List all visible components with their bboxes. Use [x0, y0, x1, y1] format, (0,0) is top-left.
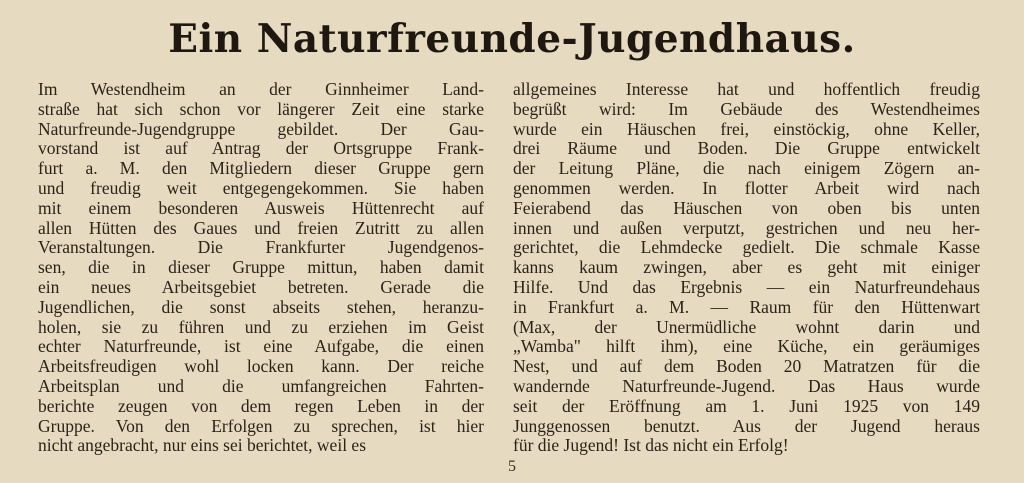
text-line: allen Hütten des Gaues und freien Zutritt zu allen	[38, 218, 484, 238]
text-line: drei Räume und Boden. Die Gruppe entwickelt	[513, 139, 980, 159]
text-line: gerichtet, die Lehmdecke gedielt. Die schmale Kasse	[513, 238, 980, 258]
left-text-column	[38, 80, 484, 456]
text-line: vorstand ist auf Antrag der Ortsgruppe Frank-	[38, 139, 484, 159]
text-line: echter Naturfreunde, ist eine Aufgabe, die einen	[38, 337, 484, 357]
article-title: Ein Naturfreunde-Jugendhaus.	[168, 16, 856, 62]
page-number: 5	[508, 458, 516, 475]
text-line: genommen werden. In flotter Arbeit wird nach	[513, 178, 980, 198]
text-line: berichte zeugen von dem regen Leben in der	[38, 396, 484, 416]
text-line: Naturfreunde-Jugendgruppe gebildet. Der Gau-	[38, 119, 484, 139]
text-line: wandernde Naturfreunde-Jugend. Das Haus wurde	[513, 376, 980, 396]
text-line: Nest, und auf dem Boden 20 Matratzen für die	[513, 357, 980, 377]
text-line: sen, die in dieser Gruppe mittun, haben damit	[38, 258, 484, 278]
text-line: Im Westendheim an der Ginnheimer Land-	[38, 80, 484, 99]
text-line: furt a. M. den Mitgliedern dieser Gruppe gern	[38, 159, 484, 179]
right-text-column	[513, 80, 980, 456]
text-line: wurde ein Häuschen frei, einstöckig, ohne Keller,	[513, 119, 980, 139]
text-line: Veranstaltungen. Die Frankfurter Jugendgenos-	[38, 238, 484, 258]
text-line: Feierabend das Häuschen von oben bis unten	[513, 198, 980, 218]
text-line: Junggenossen benutzt. Aus der Jugend heraus	[513, 416, 980, 436]
text-line: und freudig weit entgegengekommen. Sie haben	[38, 178, 484, 198]
text-line: Hilfe. Und das Ergebnis — ein Naturfreundehaus	[513, 277, 980, 297]
text-line: „Wamba" hilft ihm), eine Küche, ein geräumiges	[513, 337, 980, 357]
text-line: mit einem besonderen Ausweis Hüttenrecht auf	[38, 198, 484, 218]
text-line: Arbeitsfreudigen wohl locken kann. Der reiche	[38, 357, 484, 377]
text-line: für die Jugend! Ist das nicht ein Erfolg!	[513, 436, 789, 456]
text-line: kanns kaum zwingen, aber es geht mit einiger	[513, 258, 980, 278]
text-line: Gruppe. Von den Erfolgen zu sprechen, ist hier	[38, 416, 484, 436]
text-line: seit der Eröffnung am 1. Juni 1925 von 149	[513, 396, 980, 416]
text-line: allgemeines Interesse hat und hoffentlich freudig	[513, 80, 980, 99]
text-line: begrüßt wird: Im Gebäude des Westendheimes	[513, 99, 980, 119]
text-line: (Max, der Unermüdliche wohnt darin und	[513, 317, 980, 337]
text-line: der Leitung Pläne, die nach einigem Zögern an-	[513, 159, 980, 179]
text-line: ein neues Arbeitsgebiet betreten. Gerade die	[38, 277, 484, 297]
text-line: Jugendlichen, die sonst abseits stehen, heranzu-	[38, 297, 484, 317]
text-line: Arbeitsplan und die umfangreichen Fahrten-	[38, 376, 484, 396]
text-line: in Frankfurt a. M. — Raum für den Hüttenwart	[513, 297, 980, 317]
text-line: holen, sie zu führen und zu erziehen im Geist	[38, 317, 484, 337]
text-line: straße hat sich schon vor längerer Zeit eine starke	[38, 99, 484, 119]
text-line: innen und außen verputzt, gestrichen und neu her-	[513, 218, 980, 238]
text-line: nicht angebracht, nur eins sei berichtet, weil es	[38, 436, 367, 456]
